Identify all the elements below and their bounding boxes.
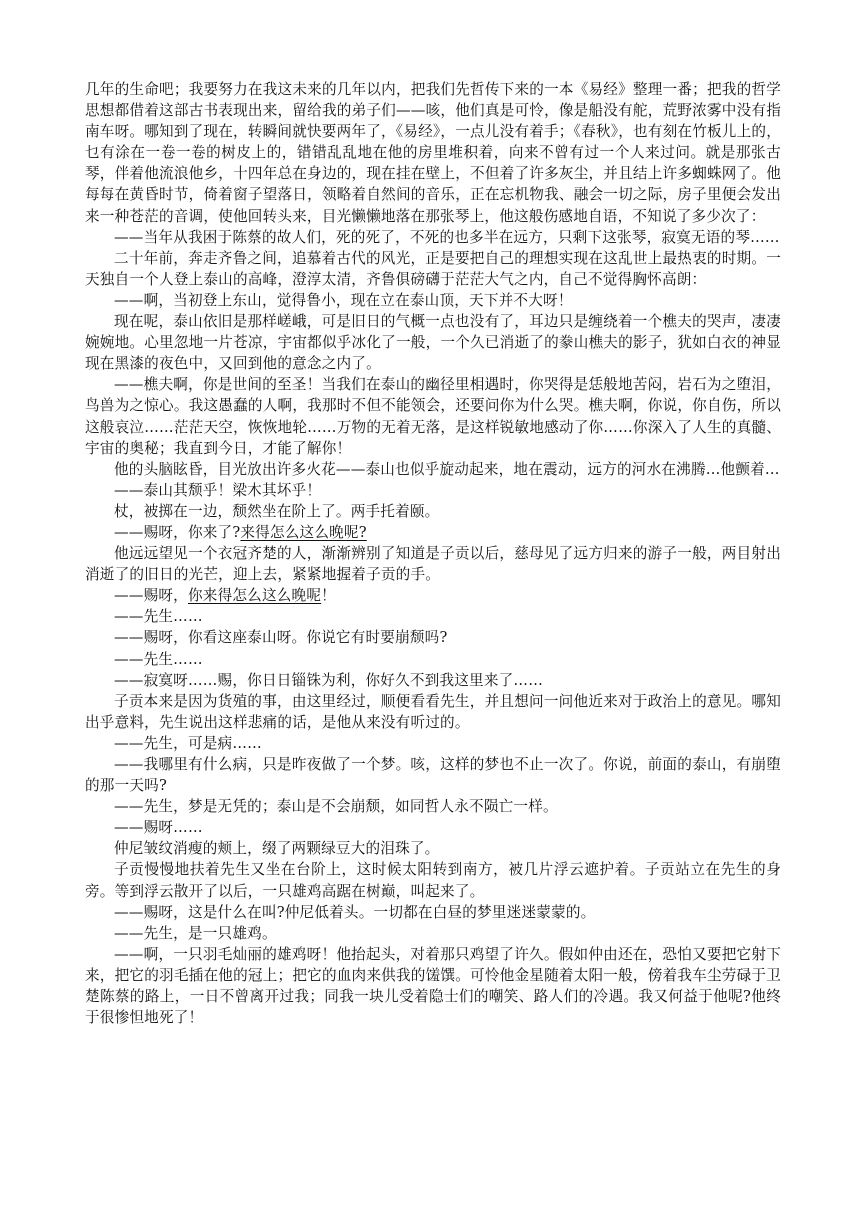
paragraph-text: ——赐呀…… bbox=[114, 819, 203, 837]
paragraph-text: 杖，被掷在一边，颓然坐在阶上了。两手托着颐。 bbox=[114, 502, 440, 520]
body-paragraph bbox=[85, 817, 781, 838]
paragraph-text: 二十年前，奔走齐鲁之间，追慕着古代的风光，正是要把自己的理想实现在这乱世上最热衷的时期。一天独自一个人登上泰山的高峰，澄淳太清，齐鲁俱磅礴于茫茫大气之内，自己不觉得胸怀高朗： bbox=[85, 249, 781, 288]
paragraph-text: ——先生…… bbox=[114, 650, 203, 668]
paragraph-text: ！ bbox=[321, 587, 336, 605]
paragraph-text: ——泰山其颓乎！梁木其坏乎！ bbox=[114, 481, 322, 499]
body-paragraph bbox=[85, 838, 781, 859]
body-paragraph bbox=[85, 649, 781, 670]
paragraph-text: ——赐呀，你看这座泰山呀。你说它有时要崩颓吗? bbox=[114, 629, 448, 647]
body-paragraph bbox=[85, 859, 781, 901]
paragraph-text: 现在呢，泰山依旧是那样嵯峨，可是旧日的气概一点也没有了，耳边只是缠绕着一个樵夫的哭声，凄凄婉婉地。心里忽地一片苍凉，宇宙都似乎冰化了一般，一个久已消逝了的豢山樵夫的影子，犹如白衣的神显现在黑漆的夜色中，又回到他的意念之内了。 bbox=[85, 313, 781, 373]
paragraph-text: ——赐呀，你来了? bbox=[114, 523, 241, 541]
body-paragraph bbox=[85, 606, 781, 627]
body-paragraph bbox=[85, 902, 781, 923]
document-page bbox=[85, 79, 781, 1028]
body-paragraph bbox=[85, 480, 781, 501]
body-paragraph bbox=[85, 248, 781, 290]
paragraph-text: ——赐呀，这是什么在叫?仲尼低着头。一切都在白昼的梦里迷迷蒙蒙的。 bbox=[114, 903, 596, 921]
body-paragraph bbox=[85, 501, 781, 522]
body-paragraph bbox=[85, 543, 781, 585]
body-paragraph bbox=[85, 796, 781, 817]
body-paragraph bbox=[85, 311, 781, 374]
body-paragraph bbox=[85, 754, 781, 796]
body-paragraph bbox=[85, 691, 781, 733]
body-paragraph bbox=[85, 944, 781, 1028]
paragraph-text: ——先生…… bbox=[114, 608, 203, 626]
paragraph-text: 几年的生命吧；我要努力在我这未来的几年以内，把我们先哲传下来的一本《易经》整理一番；把我的哲学思想都借着这部古书表现出来，留给我的弟子们——咳，他们真是可怜，像是船没有舵，荒野浓雾中没有指南车呀。哪知到了现在，转瞬间就快要两年了，《易经》，一点儿没有着手；《春秋》，也有刻在竹板儿上的，乜有涂在一卷一卷的树皮上的，错错乱乱地在他的房里堆积着，向来不曾有过一个人来过问。就是那张古琴，伴着他流浪他乡，十四年总在身边的，现在挂在壁上，不但着了许多灰尘，并且结上许多蜘蛛网了。他每每在黄昏时节，倚着窗子望落日，领略着自然间的音乐，正在忘机物我、融会一切之际，房子里便会发出来一种苍茫的音调，使他回转头来，目光懒懒地落在那张琴上，他这般伤感地自语，不知说了多少次了： bbox=[85, 81, 781, 225]
body-paragraph bbox=[85, 627, 781, 648]
paragraph-text: 仲尼皱纹消瘦的颊上，缀了两颗绿豆大的泪珠了。 bbox=[114, 840, 440, 858]
paragraph-text: ——赐呀， bbox=[114, 587, 188, 605]
paragraph-text: 他的头脑眩昏，目光放出许多火花——泰山也似乎旋动起来，地在震动，远方的河水在沸腾…他颤着… bbox=[114, 460, 780, 478]
underlined-text: 你来得怎么这么晚呢 bbox=[187, 587, 322, 605]
body-paragraph bbox=[85, 733, 781, 754]
underlined-text: 来得怎么这么晚呢? bbox=[240, 523, 367, 541]
paragraph-text: ——樵夫啊，你是世间的至圣！当我们在泰山的幽径里相遇时，你哭得是恁般地苦闷，岩石为之堕泪，鸟兽为之惊心。我这愚蠢的人啊，我那时不但不能领会，还要问你为什么哭。樵夫啊，你说，你自伤，所以这般哀泣……茫茫天空，恢恢地轮……万物的无着无落，是这样锐敏地感动了你……你深入了人生的真髓、宇宙的奥秘；我直到今日，才能了解你！ bbox=[85, 376, 781, 457]
paragraph-text: ——我哪里有什么病，只是昨夜做了一个梦。咳，这样的梦也不止一次了。你说，前面的泰山，有崩堕的那一天吗? bbox=[85, 756, 781, 795]
body-paragraph bbox=[85, 227, 781, 248]
paragraph-text: ——当年从我困于陈蔡的故人们，死的死了，不死的也多半在远方，只剩下这张琴，寂寞无语的琴…… bbox=[114, 228, 780, 246]
paragraph-text: 子贡慢慢地扶着先生又坐在台阶上，这时候太阳转到南方，被几片浮云遮护着。子贡站立在先生的身旁。等到浮云散开了以后，一只雄鸡高踞在树巅，叫起来了。 bbox=[85, 861, 781, 900]
paragraph-text: 他远远望见一个衣冠齐楚的人，渐渐辨别了知道是子贡以后，慈母见了远方归来的游子一般，两目射出消逝了的旧日的光芒，迎上去，紧紧地握着子贡的手。 bbox=[85, 545, 781, 584]
body-paragraph bbox=[85, 585, 781, 606]
body-paragraph bbox=[85, 522, 781, 543]
paragraph-text: 子贡本来是因为货殖的事，由这里经过，顺便看看先生，并且想问一问他近来对于政治上的意见。哪知出乎意料，先生说出这样悲痛的话，是他从来没有听过的。 bbox=[85, 692, 781, 731]
body-paragraph bbox=[85, 459, 781, 480]
paragraph-text: ——先生，是一只雄鸡。 bbox=[114, 924, 277, 942]
paragraph-text: ——寂寞呀……赐，你日日锱铢为利，你好久不到我这里来了…… bbox=[114, 671, 544, 689]
paragraph-text: ——先生，可是病…… bbox=[114, 734, 262, 752]
body-paragraph bbox=[85, 670, 781, 691]
body-paragraph bbox=[85, 79, 781, 227]
body-paragraph bbox=[85, 374, 781, 458]
paragraph-text: ——啊，当初登上东山，觉得鲁小，现在立在泰山顶，天下并不大呀！ bbox=[114, 291, 573, 309]
paragraph-text: ——啊，一只羽毛灿丽的雄鸡呀！他抬起头，对着那只鸡望了许久。假如仲由还在，恐怕又要把它射下来，把它的羽毛插在他的冠上；把它的血肉来供我的馐馔。可怜他金星随着太阳一般，傍着我车尘劳碌于卫楚陈蔡的路上，一日不曾离开过我；同我一块儿受着隐士们的嘲笑、路人们的冷遇。我又何益于他呢?他终于很惨怛地死了！ bbox=[85, 945, 781, 1027]
body-paragraph bbox=[85, 923, 781, 944]
paragraph-text: ——先生，梦是无凭的；泰山是不会崩颓，如同哲人永不陨亡一样。 bbox=[114, 798, 558, 816]
body-paragraph bbox=[85, 290, 781, 311]
